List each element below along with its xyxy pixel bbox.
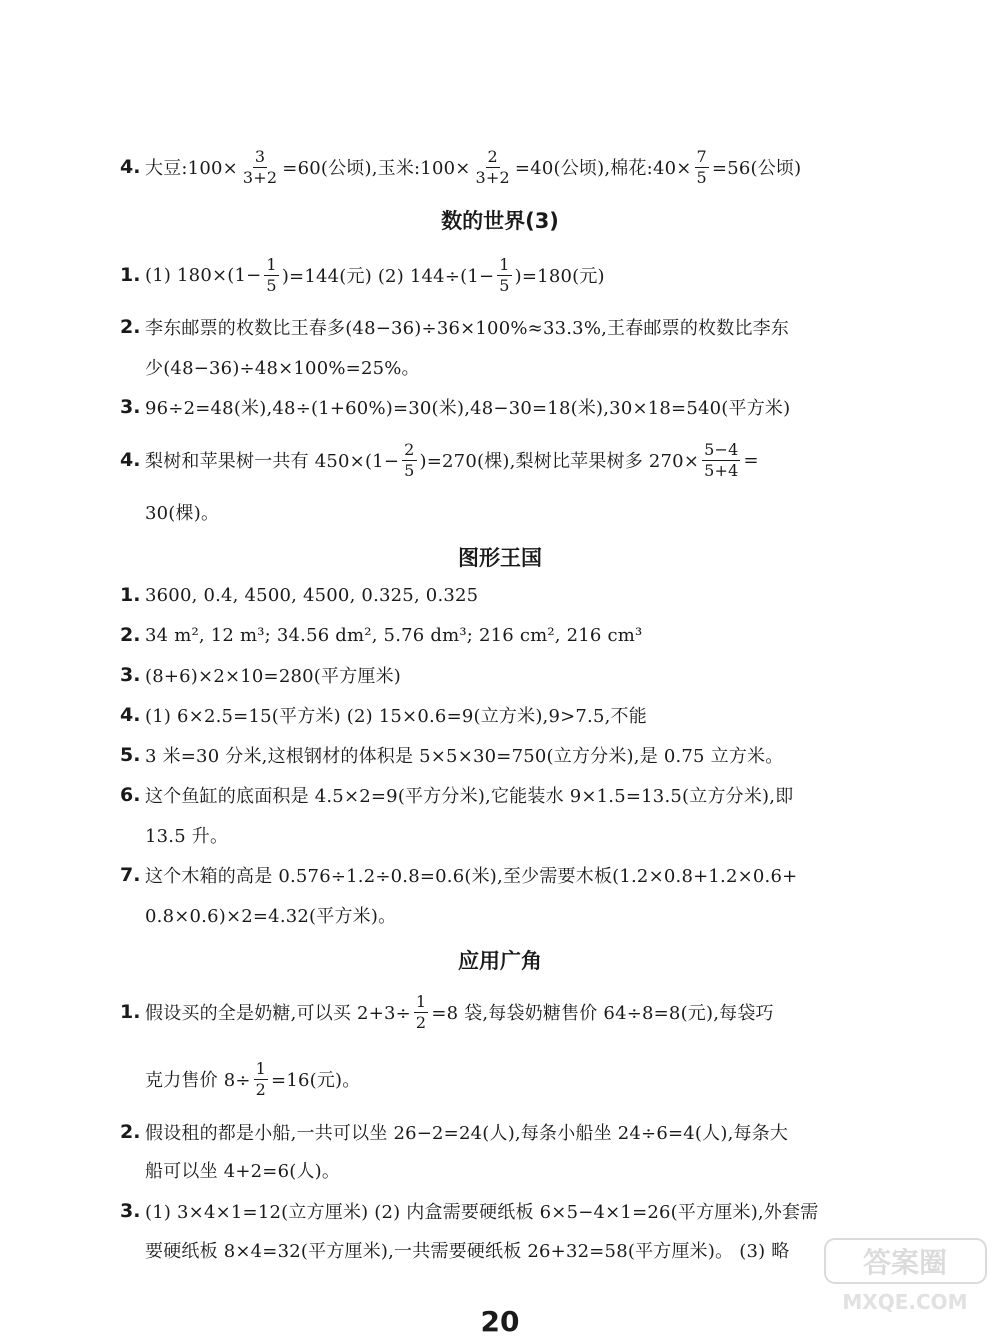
answer-text: (1) 180×(1− $\frac{1}{5}$ )=144(元) (2) 144÷(1− $\frac{1}{5}$ )=180(元) [145, 254, 605, 295]
answer-line [0, 860, 1000, 890]
answer-text: 梨树和苹果树一共有 450×(1− $\frac{2}{5}$ )=270(棵),梨树比苹果树多 270× $\frac{5-4}{5+4}$ = [145, 439, 759, 480]
answer-text: 少(48−36)÷48×100%=25%。 [145, 358, 420, 379]
answer-line [0, 620, 1000, 650]
answer-line [0, 700, 1000, 730]
answer-line-continued [0, 1058, 1000, 1099]
answer-text: 34 m², 12 m³; 34.56 dm², 5.76 dm³; 216 cm², 216 cm³ [145, 624, 643, 646]
item-number: 4. [120, 156, 141, 178]
fraction: $\frac{2}{3+2}$ [475, 146, 510, 187]
page-number: 20 [480, 1305, 520, 1338]
section-heading: 应用广角 [458, 949, 542, 973]
answer-text: 3 米=30 分米,这根钢材的体积是 5×5×30=750(立方分米),是 0.75 立方米。 [145, 746, 784, 767]
item-number: 4. [120, 449, 141, 471]
answer-text: (8+6)×2×10=280(平方厘米) [145, 666, 402, 687]
section-heading: 图形王国 [458, 546, 542, 570]
item-number: 3. [120, 396, 141, 418]
answer-text: 13.5 升。 [145, 826, 229, 847]
watermark-brand: 答案圈 [862, 1246, 948, 1279]
item-number: 2. [120, 1121, 141, 1143]
item-number: 1. [120, 1001, 141, 1023]
answer-line [0, 991, 1000, 1032]
answer-line [0, 580, 1000, 610]
item-number: 3. [120, 664, 141, 686]
answer-text: 30(棵)。 [145, 503, 220, 524]
answer-line-continued [0, 820, 1000, 850]
answer-line [0, 392, 1000, 422]
answer-line-continued [0, 497, 1000, 527]
fraction: $\frac{1}{5}$ [266, 254, 277, 295]
answer-text: 假设买的全是奶糖,可以买 2+3÷ $\frac{1}{2}$ =8 袋,每袋奶糖售价 64÷8=8(元),每袋巧 [145, 991, 774, 1032]
item-number: 1. [120, 584, 141, 606]
answer-text: 假设租的都是小船,一共可以坐 26−2=24(人),每条小船坐 24÷6=4(人),每条大 [145, 1123, 789, 1144]
watermark-logo [823, 1237, 988, 1315]
answer-line [0, 1196, 1000, 1226]
answer-text: (1) 3×4×1=12(立方厘米) (2) 内盒需要硬纸板 6×5−4×1=26(平方厘米),外套需 [145, 1202, 819, 1223]
item-number: 6. [120, 784, 141, 806]
answer-text: 李东邮票的枚数比王春多(48−36)÷36×100%≈33.3%,王春邮票的枚数比李东 [145, 318, 790, 339]
answer-text: (1) 6×2.5=15(平方米) (2) 15×0.6=9(立方米),9>7.5,不能 [145, 706, 647, 727]
answer-text: 3600, 0.4, 4500, 4500, 0.325, 0.325 [145, 584, 479, 606]
fraction: $\frac{7}{5}$ [696, 146, 707, 187]
answer-text: 船可以坐 4+2=6(人)。 [145, 1161, 341, 1182]
answer-text: 0.8×0.6)×2=4.32(平方米)。 [145, 906, 397, 927]
answer-line [0, 312, 1000, 342]
answer-line [0, 660, 1000, 690]
fraction: $\frac{5-4}{5+4}$ [704, 439, 739, 480]
item-number: 1. [120, 264, 141, 286]
item-number: 2. [120, 624, 141, 646]
answer-text: 要硬纸板 8×4=32(平方厘米),一共需要硬纸板 26+32=58(平方厘米)。 (3) 略 [145, 1241, 790, 1262]
fraction: $\frac{1}{2}$ [415, 991, 427, 1032]
answer-line [0, 1117, 1000, 1147]
answer-line [0, 780, 1000, 810]
answer-line-continued [0, 900, 1000, 930]
item-number: 4. [120, 704, 141, 726]
answer-text: 这个鱼缸的底面积是 4.5×2=9(平方分米),它能装水 9×1.5=13.5(立方分米),即 [145, 786, 794, 807]
answer-text: 这个木箱的高是 0.576÷1.2÷0.8=0.6(米),至少需要木板(1.2×0.8+1.2×0.6+ [145, 866, 798, 887]
section-heading: 数的世界(3) [441, 209, 559, 233]
answer-line [0, 146, 1000, 187]
answer-text: 大豆:100× $\frac{3}{3+2}$ =60(公顷),玉米:100× $\frac{2}{3+2}$ =40(公顷),棉花:40× $\frac{7}{5}$ =56(公顷) [145, 146, 802, 187]
answer-text: 克力售价 8÷ $\frac{1}{2}$ =16(元)。 [145, 1058, 361, 1099]
answer-line-continued [0, 1155, 1000, 1185]
fraction: $\frac{1}{5}$ [499, 254, 510, 295]
fraction: $\frac{2}{5}$ [404, 439, 415, 480]
fraction: $\frac{3}{3+2}$ [242, 146, 278, 187]
item-number: 2. [120, 316, 141, 338]
answer-line [0, 740, 1000, 770]
watermark-site: MXQE.COM [842, 1290, 968, 1314]
answer-text: 96÷2=48(米),48÷(1+60%)=30(米),48−30=18(米),30×18=540(平方米) [145, 398, 791, 419]
fraction: $\frac{1}{2}$ [255, 1058, 267, 1099]
answer-line [0, 254, 1000, 295]
answer-line-continued [0, 352, 1000, 382]
item-number: 3. [120, 1200, 141, 1222]
answer-line [0, 439, 1000, 480]
item-number: 7. [120, 864, 141, 886]
item-number: 5. [120, 744, 141, 766]
